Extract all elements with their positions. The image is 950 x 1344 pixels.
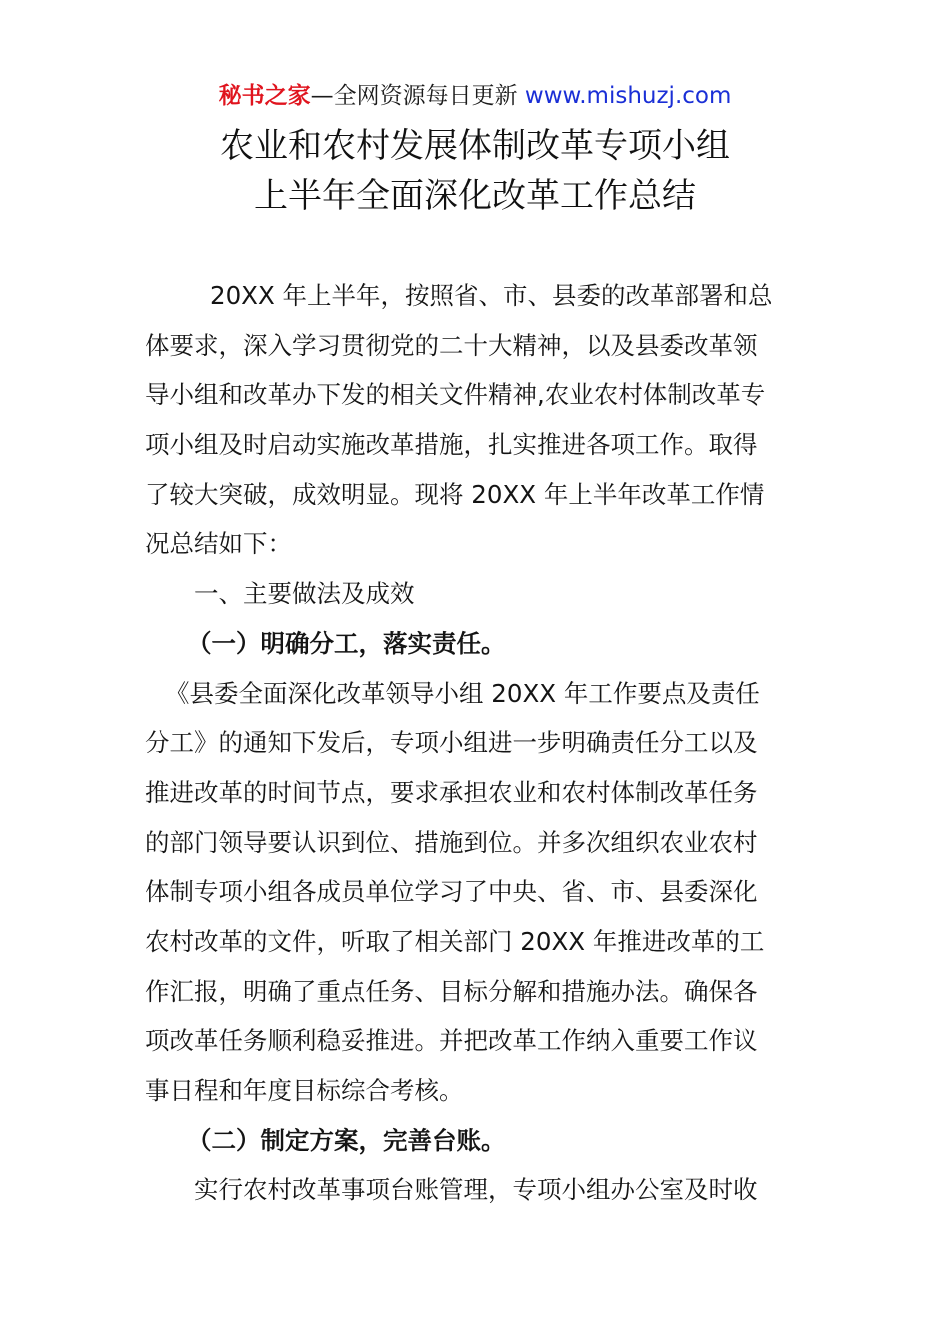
section-heading: 一、主要做法及成效: [194, 579, 415, 609]
paragraph-line: 事日程和年度目标综合考核。: [145, 1076, 464, 1105]
paragraph-line: 《县委全面深化改革领导小组 20XX 年工作要点及责任: [165, 678, 760, 708]
paragraph-line: 导小组和改革办下发的相关文件精神,农业农村体制改革专: [145, 380, 766, 410]
paragraph-line: 推进改革的时间节点，要求承担农业和农村体制改革任务: [145, 777, 758, 807]
paragraph-line: 况总结如下：: [145, 529, 292, 559]
header-slogan: —全网资源每日更新: [310, 83, 518, 109]
paragraph-line: 项小组及时启动实施改革措施，扎实推进各项工作。取得: [145, 430, 758, 460]
document-body: [145, 271, 810, 1215]
site-header: [0, 80, 950, 112]
paragraph-line: 农村改革的文件，听取了相关部门 20XX 年推进改革的工: [145, 926, 765, 956]
paragraph-line: 体制专项小组各成员单位学习了中央、省、市、县委深化: [145, 877, 758, 907]
paragraph-line: 了较大突破，成效明显。现将 20XX 年上半年改革工作情: [145, 479, 765, 509]
paragraph-line: 的部门领导要认识到位、措施到位。并多次组织农业农村: [145, 827, 758, 857]
subsection-heading: （一）明确分工，落实责任。: [187, 628, 506, 658]
brand-name: 秘书之家: [218, 83, 311, 109]
document-title-line-1: 农业和农村发展体制改革专项小组: [220, 126, 730, 166]
paragraph-line: 项改革任务顺利稳妥推进。并把改革工作纳入重要工作议: [145, 1026, 758, 1056]
subsection-heading: （二）制定方案，完善台账。: [187, 1125, 506, 1155]
paragraph-line: 分工》的通知下发后，专项小组进一步明确责任分工以及: [145, 728, 758, 758]
paragraph-line: 20XX 年上半年，按照省、市、县委的改革部署和总: [210, 281, 773, 310]
paragraph-line: 体要求，深入学习贯彻党的二十大精神，以及县委改革领: [145, 330, 758, 360]
site-link[interactable]: www.mishuzj.com: [524, 83, 732, 109]
document-title-line-2: 上半年全面深化改革工作总结: [254, 176, 696, 216]
paragraph-line: 实行农村改革事项台账管理，专项小组办公室及时收: [194, 1175, 758, 1205]
paragraph-line: 作汇报，明确了重点任务、目标分解和措施办法。确保各: [145, 976, 758, 1006]
